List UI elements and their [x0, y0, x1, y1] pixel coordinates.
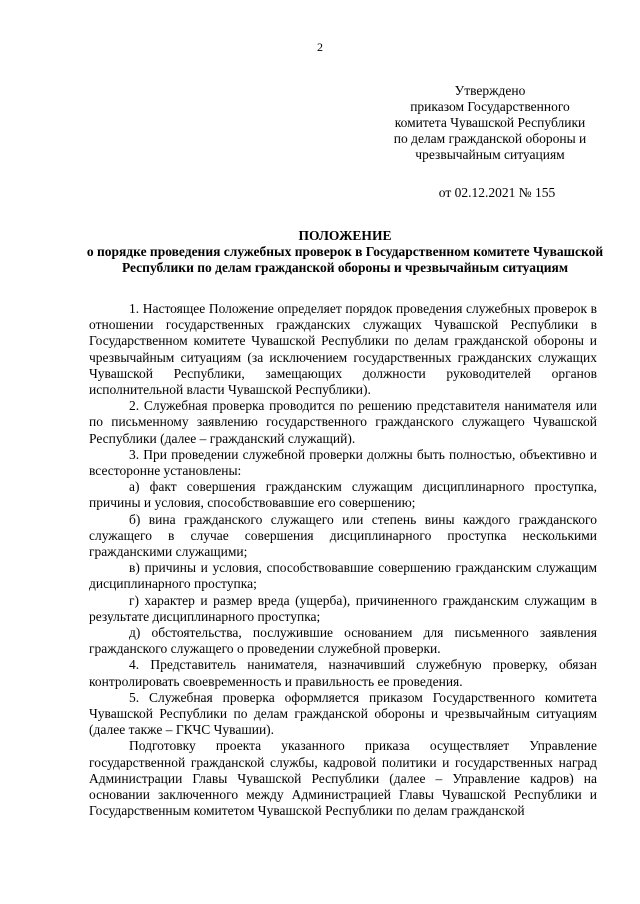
approval-line: комитета Чувашской Республики	[394, 115, 586, 130]
paragraph: Подготовку проекта указанного приказа осуществляет Управление государственной гражданской службы, кадровой политики и государственных наград Администрации Главы Чувашской Республики (далее – Управление кадров) на основании заключенного между Администрацией Главы Чувашской Республики и Государственным комитетом Чувашской Республики по делам гражданской	[89, 738, 597, 819]
approval-line: приказом Государственного	[410, 99, 570, 114]
approval-line: Утверждено	[454, 83, 526, 98]
document-title: ПОЛОЖЕНИЕ	[298, 228, 392, 243]
page-number: 2	[317, 40, 323, 54]
paragraph: б) вина гражданского служащего или степень вины каждого гражданского служащего в случае совершения дисциплинарного проступка несколькими гражданскими служащими;	[89, 511, 597, 560]
approval-date-number: от 02.12.2021 № 155	[438, 185, 556, 200]
paragraph: а) факт совершения гражданским служащим дисциплинарного проступка, причины и условия, способствовавшие его совершению;	[89, 479, 597, 511]
paragraph: в) причины и условия, способствовавшие совершению гражданским служащим дисциплинарного проступка;	[89, 560, 597, 592]
approval-line: по делам гражданской обороны и	[393, 131, 587, 146]
paragraph: г) характер и размер вреда (ущерба), причиненного гражданским служащим в результате дисциплинарного проступка;	[89, 592, 597, 624]
paragraph: д) обстоятельства, послужившие основанием для письменного заявления гражданского служащего о проведении служебной проверки.	[89, 625, 597, 657]
paragraph: 5. Служебная проверка оформляется приказом Государственного комитета Чувашской Республики по делам гражданской обороны и чрезвычайным ситуациям (далее также – ГКЧС Чувашии).	[89, 689, 597, 738]
paragraph: 2. Служебная проверка проводится по решению представителя нанимателя или по письменному заявлению государственного гражданского служащего Чувашской Республики (далее – гражданский служащий).	[89, 398, 597, 446]
paragraph: 1. Настоящее Положение определяет порядок проведения служебных проверок в отношении государственных гражданских служащих Чувашской Республики в Государственном комитете Чувашской Республики по делам гражданской обороны и чрезвычайным ситуациям (за исключением государственных гражданских служащих Чувашской Республики, замещающих должности руководителей органов исполнительной власти Чувашской Республики).	[89, 301, 597, 398]
paragraph: 3. При проведении служебной проверки должны быть полностью, объективно и всесторонне установлены:	[89, 446, 597, 479]
document-subtitle: о порядке проведения служебных проверок в Государственном комитете Чувашской Республики по делам гражданской обороны и чрезвычайным ситуациям	[86, 244, 604, 275]
approval-stamp-block	[372, 83, 608, 201]
paragraph: 4. Представитель нанимателя, назначивший служебную проверку, обязан контролировать своевременность и правильность ее проведения.	[89, 657, 597, 689]
document-title-block	[60, 228, 630, 276]
document-body	[89, 301, 597, 820]
approval-line: чрезвычайным ситуациям	[415, 147, 565, 162]
